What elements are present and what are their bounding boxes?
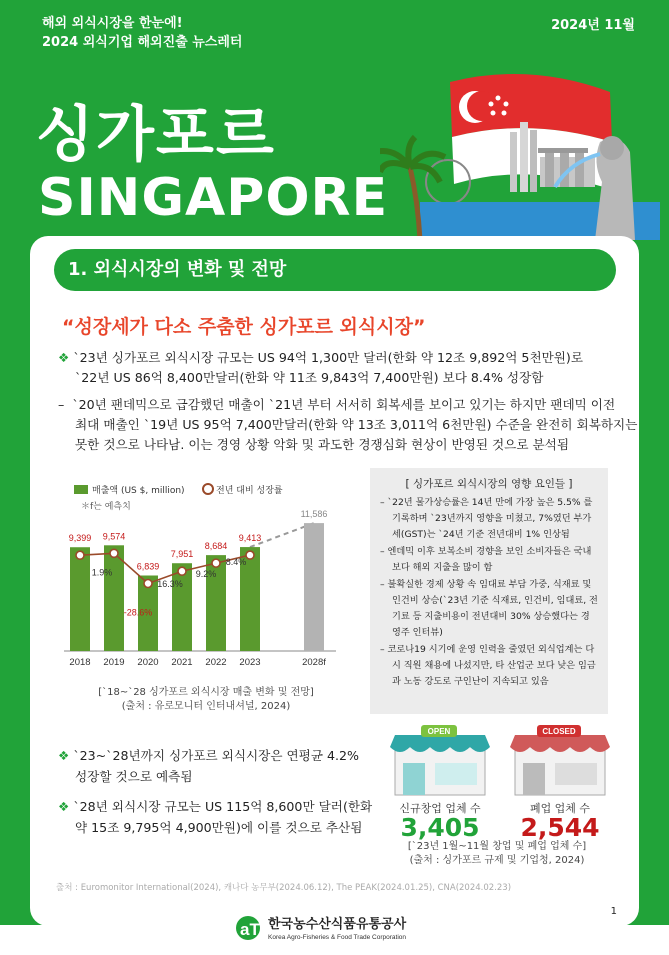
issue-date: 2024년 11월 bbox=[551, 18, 635, 33]
bullet-dash: – bbox=[58, 397, 65, 412]
growth-rate-point bbox=[178, 567, 186, 575]
forecast-bullet-2: ❖ `28년 외식시장 규모는 US 115억 8,600만 달러(한화 약 15조 9,795억 4,900만원)에 이를 것으로 추산됨 bbox=[58, 799, 373, 835]
logo-mark: aT bbox=[240, 920, 260, 939]
legend-line-marker bbox=[203, 484, 213, 494]
bar-value-label: 11,586 bbox=[300, 509, 328, 520]
market-size-chart bbox=[56, 473, 344, 679]
chart-bar bbox=[172, 563, 192, 651]
growth-rate-label: 1.9% bbox=[91, 567, 113, 578]
new-business-count: 3,405 bbox=[400, 813, 480, 842]
header-line2: 2024 외식기업 해외진출 뉴스레터 bbox=[42, 35, 243, 50]
growth-rate-label: 16.3% bbox=[157, 579, 183, 590]
influencing-factors-box bbox=[370, 468, 608, 714]
chart-bar bbox=[104, 545, 124, 651]
bar-value-label: 9,399 bbox=[68, 533, 92, 544]
factors-title: [ 싱가포르 외식시장의 영향 요인들 ] bbox=[405, 478, 573, 490]
x-tick-label: 2020 bbox=[137, 657, 159, 668]
bar-value-label: 6,839 bbox=[136, 561, 160, 572]
closed-store-icon bbox=[505, 725, 615, 797]
chart-bar bbox=[304, 523, 324, 651]
factor-item: – 불확실한 경제 상황 속 임대료 부담 가중, 식재료 및 인건비 상승(`23년 기준 식재료, 인건비, 임대료, 전기료 등 지출비용이 전년대비 30% 상승했다는 경영주 인터뷰) bbox=[380, 577, 598, 641]
factor-item: – `22년 물가상승률은 14년 만에 가장 높은 5.5% 를 기록하며 `23년까지 영향을 미쳤고, 7%였던 부가세(GST)는 `24년 기준 전년대비 1% 인상됨 bbox=[380, 495, 598, 543]
factor-item: – 엔데믹 이후 보복소비 경향을 보인 소비자들은 국내보다 해외 지출을 많이 함 bbox=[380, 544, 598, 576]
growth-rate-label: 9.2% bbox=[195, 569, 217, 580]
page-number: 1 bbox=[610, 906, 617, 917]
headline-quote: “성장세가 다소 주춤한 싱가포르 외식시장” bbox=[62, 316, 426, 338]
bar-value-label: 7,951 bbox=[170, 549, 194, 560]
growth-rate-point bbox=[144, 579, 152, 587]
bullet-diamond-icon: ❖ bbox=[58, 748, 70, 763]
source-note: 출처 : Euromonitor International(2024), 캐나다 농무부(2024.06.12), The PEAK(2024.01.25), CNA(2024.02.23) bbox=[56, 883, 512, 893]
new-business-label: 신규창업 업체 수 bbox=[399, 802, 481, 815]
legend-bar-label: 매출액 (US $, million) bbox=[92, 486, 185, 496]
x-tick-label: 2019 bbox=[103, 657, 125, 668]
x-tick-label: 2028f bbox=[302, 657, 326, 668]
growth-rate-label: -28.6% bbox=[123, 607, 153, 618]
forecast-bullet-1: ❖ `23~`28년까지 싱가포르 외식시장은 연평균 4.2% 성장할 것으로 예측됨 bbox=[58, 748, 359, 784]
growth-rate-point bbox=[212, 559, 220, 567]
section-heading: 1. 외식시장의 변화 및 전망 bbox=[54, 249, 616, 291]
x-tick-label: 2023 bbox=[239, 657, 261, 668]
open-sign: OPEN bbox=[427, 727, 451, 736]
x-tick-label: 2021 bbox=[171, 657, 193, 668]
logo-name-kr: 한국농수산식품유통공사 bbox=[268, 917, 407, 932]
growth-rate-point bbox=[246, 551, 254, 559]
legend-line-label: 전년 대비 성장률 bbox=[216, 486, 283, 496]
paragraph-1: ❖ `23년 싱가포르 외식시장 규모는 US 94억 1,300만 달러(한화 약 12조 9,892억 5천만원)로 `22년 US 86억 8,400만달러(한화 약 11조 9,843억 7,400만원) 보다 8.4% 성장함 bbox=[58, 350, 584, 385]
bullet-diamond-icon: ❖ bbox=[58, 799, 70, 814]
header-subtitle bbox=[42, 14, 242, 52]
logo-name-en: Korea Agro-Fisheries & Food Trade Corporation bbox=[268, 934, 407, 941]
singapore-illustration bbox=[380, 62, 660, 240]
growth-rate-point bbox=[76, 551, 84, 559]
store-count-note: [`23년 1월~11월 창업 및 폐업 업체 수] (출처 : 싱가포르 규제 및 기업청, 2024) bbox=[407, 841, 587, 866]
growth-rate-point bbox=[110, 549, 118, 557]
paragraph-2: – `20년 팬데믹으로 급감했던 매출이 `21년 부터 서서히 회복세를 보이고 있기는 하지만 팬데믹 이전 최대 매출인 `19년 US 95억 7,400만달러(한화 약 13조 3,011억 6천만원) 수준을 완전히 회복하지는 못한 것으로 나타남. 이는 경영 상황 악화 및 과도한 경쟁심화 현상이 반영된 것으로 분석됨 bbox=[58, 397, 638, 452]
closed-business-count: 2,544 bbox=[520, 813, 600, 842]
x-tick-label: 2022 bbox=[205, 657, 227, 668]
bullet-diamond-icon: ❖ bbox=[58, 350, 70, 365]
at-logo bbox=[232, 908, 472, 948]
forecast-note: ＊f는 예측치 bbox=[81, 502, 131, 512]
chart-caption: [`18~`28 싱가포르 외식시장 매출 변화 및 전망] (출처 : 유로모니터 인터내셔널, 2024) bbox=[98, 687, 314, 712]
closed-sign: CLOSED bbox=[542, 727, 576, 736]
open-store-icon bbox=[385, 725, 495, 797]
legend-bar-swatch bbox=[74, 485, 88, 494]
bar-value-label: 8,684 bbox=[204, 541, 228, 552]
factor-item: – 코로나19 시기에 운영 인력을 줄였던 외식업계는 다시 직원 채용에 나섰지만, 타 산업군 보다 낮은 임금과 노동 강도로 구인난이 지속되고 있음 bbox=[380, 642, 598, 690]
header-line1: 해외 외식시장을 한눈에! bbox=[42, 16, 183, 31]
chart-bar bbox=[70, 547, 90, 651]
title-english: SINGAPORE bbox=[38, 168, 389, 228]
bar-value-label: 9,574 bbox=[102, 531, 126, 542]
x-tick-label: 2018 bbox=[69, 657, 91, 668]
bar-value-label: 9,413 bbox=[238, 533, 262, 544]
title-korean: 싱가포르 bbox=[36, 100, 276, 170]
growth-rate-label: 8.4% bbox=[225, 557, 247, 568]
closed-business-label: 폐업 업체 수 bbox=[529, 802, 591, 815]
